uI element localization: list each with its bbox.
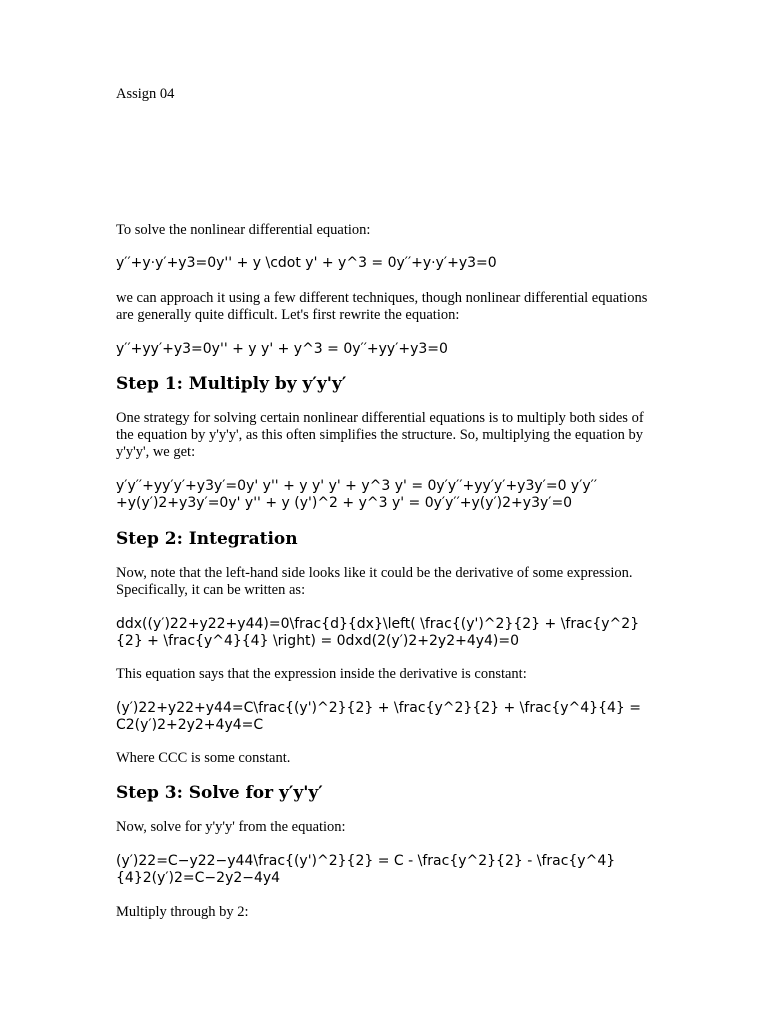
document-page (116, 86, 656, 921)
equation-2: y′′+yy′+y3=0y'' + y y' + y^3 = 0y′′+yy′+y3=0 (116, 341, 448, 357)
paragraph-techniques: we can approach it using a few different techniques, though nonlinear differential equations are generally quite difficult. Let's first rewrite the equation: (116, 290, 648, 323)
intro-paragraph: To solve the nonlinear differential equation: (116, 222, 371, 238)
equation-5: (y′)22+y22+y44=C\frac{(y')^2}{2} + \frac{y^2}{2} + \frac{y^4}{4} = C2(y′)2+2y2+4y4=C (116, 700, 641, 733)
step1-heading: Step 1: Multiply by y′y'y′ (116, 374, 347, 394)
paragraph-strategy: One strategy for solving certain nonlinear differential equations is to multiply both sides of the equation by y'y'y', as this often simplifies the structure. So, multiplying the equation by y'y'y', we get: (116, 410, 644, 460)
step2-heading: Step 2: Integration (116, 529, 298, 549)
paragraph-multiply: Multiply through by 2: (116, 904, 249, 920)
equation-4: ddx((y′)22+y22+y44)=0\frac{d}{dx}\left( \frac{(y')^2}{2} + \frac{y^2}{2} + \frac{y^4}{4} \right) = 0dxd(2(y′)2+2y2+4y4)=0 (116, 616, 640, 649)
equation-6: (y′)22=C−y22−y44\frac{(y')^2}{2} = C - \frac{y^2}{2} - \frac{y^4}{4}2(y′)2=C−2y2−4y4 (116, 853, 616, 886)
paragraph-derivative: Now, note that the left-hand side looks like it could be the derivative of some expression. Specifically, it can be written as: (116, 565, 633, 598)
equation-1: y′′+y⋅y′+y3=0y'' + y \cdot y' + y^3 = 0y′′+y⋅y′+y3=0 (116, 255, 497, 271)
document-title: Assign 04 (116, 86, 175, 102)
equation-3: y′y′′+yy′y′+y3y′=0y' y'' + y y' y' + y^3 y' = 0y′y′′+yy′y′+y3y′=0 y′y′′+y(y′)2+y3y′=0y' y'' + y (y')^2 + y^3 y' = 0y′y′′+y(y′)2+y3y′=0 (116, 478, 598, 511)
paragraph-where-c: Where CCC is some constant. (116, 750, 291, 766)
step3-heading: Step 3: Solve for y′y'y′ (116, 783, 323, 803)
paragraph-constant: This equation says that the expression inside the derivative is constant: (116, 666, 527, 682)
paragraph-solve: Now, solve for y'y'y' from the equation: (116, 819, 346, 835)
